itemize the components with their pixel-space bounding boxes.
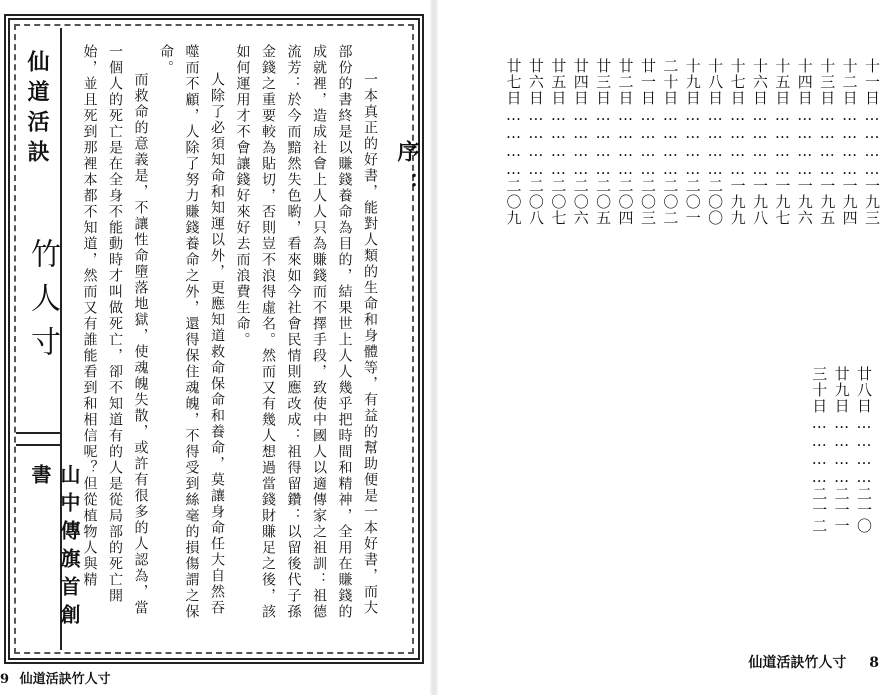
toc-page-number: 二〇五	[594, 178, 613, 226]
toc-day: 十九日	[683, 58, 702, 106]
toc-entry	[637, 58, 659, 348]
toc-leader: …………	[504, 106, 523, 178]
panel-divider	[16, 432, 60, 446]
toc-entry	[838, 58, 860, 348]
preface-body	[72, 44, 382, 624]
toc-day: 廿一日	[638, 58, 657, 106]
toc-leader: …………	[549, 106, 568, 178]
title-panel	[16, 28, 81, 650]
page-number: 9	[0, 672, 10, 687]
toc-page-number: 一九三	[863, 178, 881, 226]
toc-entry	[569, 58, 591, 348]
toc-leader: …………	[832, 414, 851, 486]
toc-page-number: 二一一	[832, 486, 851, 534]
toc-day: 三十日	[810, 366, 829, 414]
toc-leader: …………	[795, 106, 814, 178]
toc-entry	[704, 58, 726, 348]
toc-day: 十八日	[706, 58, 725, 106]
toc-entry	[614, 58, 636, 348]
toc-leader: …………	[571, 106, 590, 178]
toc-leader: …………	[750, 106, 769, 178]
preface-heading: 序：	[394, 140, 420, 204]
toc-entry	[793, 58, 815, 348]
toc-entry	[502, 58, 524, 348]
toc-day: 十七日	[728, 58, 747, 106]
right-page	[438, 0, 891, 695]
toc-leader: …………	[728, 106, 747, 178]
toc-day: 十一日	[863, 58, 881, 106]
toc-entry	[861, 58, 883, 348]
toc-page-number: 一九五	[818, 178, 837, 226]
toc-leader: …………	[616, 106, 635, 178]
toc-page-number: 一九六	[795, 178, 814, 226]
table-of-contents	[502, 58, 883, 348]
toc-leader: …………	[818, 106, 837, 178]
toc-day: 廿七日	[504, 58, 523, 106]
toc-page-number: 二〇二	[661, 178, 680, 226]
toc-entry	[592, 58, 614, 348]
toc-entry	[726, 58, 748, 348]
toc-page-number: 一九四	[840, 178, 859, 226]
toc-leader: …………	[810, 414, 829, 486]
toc-day: 十二日	[840, 58, 859, 106]
book-gutter	[430, 0, 438, 695]
toc-entry	[547, 58, 569, 348]
author-name: 竹人寸	[25, 238, 60, 370]
toc-entry	[681, 58, 703, 348]
running-title: 仙道活訣竹人寸	[748, 655, 847, 671]
toc-page-number: 二〇九	[504, 178, 523, 226]
toc-day: 十六日	[750, 58, 769, 106]
toc-leader: …………	[526, 106, 545, 178]
toc-entry	[816, 58, 838, 348]
toc-day: 十五日	[773, 58, 792, 106]
toc-day: 廿九日	[832, 366, 851, 414]
running-title: 仙道活訣竹人寸	[19, 672, 111, 687]
toc-day: 廿五日	[549, 58, 568, 106]
toc-entry	[853, 366, 875, 636]
toc-page-number: 二〇三	[638, 178, 657, 226]
toc-page-number: 二一〇	[855, 486, 873, 534]
toc-leader: …………	[594, 106, 613, 178]
toc-leader: …………	[638, 106, 657, 178]
toc-entry	[525, 58, 547, 348]
toc-entry	[659, 58, 681, 348]
preface-paragraph: 人除了必須知命和知運以外，更應知道救命保命和養命，莫讓身命任大自然吞噬而不顧，人除了努力賺錢養命之外，還得保住魂魄，不得受到絲毫的損傷謂之保命。	[158, 44, 225, 620]
toc-page-number: 二一二	[810, 486, 829, 534]
toc-page-number: 二〇一	[683, 178, 702, 226]
toc-entry	[808, 366, 830, 636]
toc-page-number: 一九九	[728, 178, 747, 226]
toc-page-number: 二〇七	[549, 178, 568, 226]
preface-paragraph: 而救命的意義是，不讓性命墮落地獄，使魂魄失散，或許有很多的人認為，當一個人的死亡是在全身不能動時才叫做死亡，卻不知道有的人是從局部的死亡開始，並且死到那裡本都不知道，然而又有誰能看到和相信呢？但從植物人與精	[81, 44, 149, 616]
toc-page-number: 二〇四	[616, 178, 635, 226]
toc-entry	[749, 58, 771, 348]
toc-leader: …………	[840, 106, 859, 178]
toc-day: 廿四日	[571, 58, 590, 106]
toc-day: 廿八日	[855, 366, 873, 414]
toc-day: 二十日	[661, 58, 680, 106]
page-number: 8	[869, 655, 879, 671]
toc-leader: …………	[683, 106, 702, 178]
toc-day: 廿六日	[526, 58, 545, 106]
book-title: 仙道活訣	[24, 50, 50, 170]
left-page	[0, 0, 430, 695]
toc-leader: …………	[773, 106, 792, 178]
toc-leader: …………	[863, 106, 881, 178]
toc-page-number: 二〇六	[571, 178, 590, 226]
preface-paragraph: 一本真正的好書，能對人類的生命和身體等，有益的幫助便是一本好書，而大部份的書終是以賺錢養命為目的，結果世上人人幾乎把時間和精神，全用在賺錢的成就裡，造成社會上人人只為賺錢而不擇手段，致使中國人以適傳家之祖訓：祖德流芳：於今而黯然失色喲，看來如今社會民情則應改成：祖得留鑽：以留後代子孫金錢之重要較為貼切，否則豈不浪得虛名。然而又有幾人想過當錢財賺足之後，該如何運用才不會讓錢好來好去而浪費生命。	[234, 44, 378, 620]
right-footer	[748, 652, 879, 672]
toc-page-number: 一九八	[750, 178, 769, 226]
toc-page-number: 二〇八	[526, 178, 545, 226]
toc-day: 十四日	[795, 58, 814, 106]
toc-day: 十三日	[818, 58, 837, 106]
publisher-line: 山中傳旗首創書	[28, 464, 81, 632]
toc-page-number: 一九七	[773, 178, 792, 226]
toc-page-number: 二〇〇	[706, 178, 725, 226]
toc-leader: …………	[706, 106, 725, 178]
left-footer	[0, 668, 111, 687]
toc-day: 廿二日	[616, 58, 635, 106]
toc-entry	[771, 58, 793, 348]
table-of-contents-continued	[808, 366, 875, 636]
toc-day: 廿三日	[594, 58, 613, 106]
toc-entry	[830, 366, 852, 636]
toc-leader: …………	[855, 414, 873, 486]
toc-leader: …………	[661, 106, 680, 178]
